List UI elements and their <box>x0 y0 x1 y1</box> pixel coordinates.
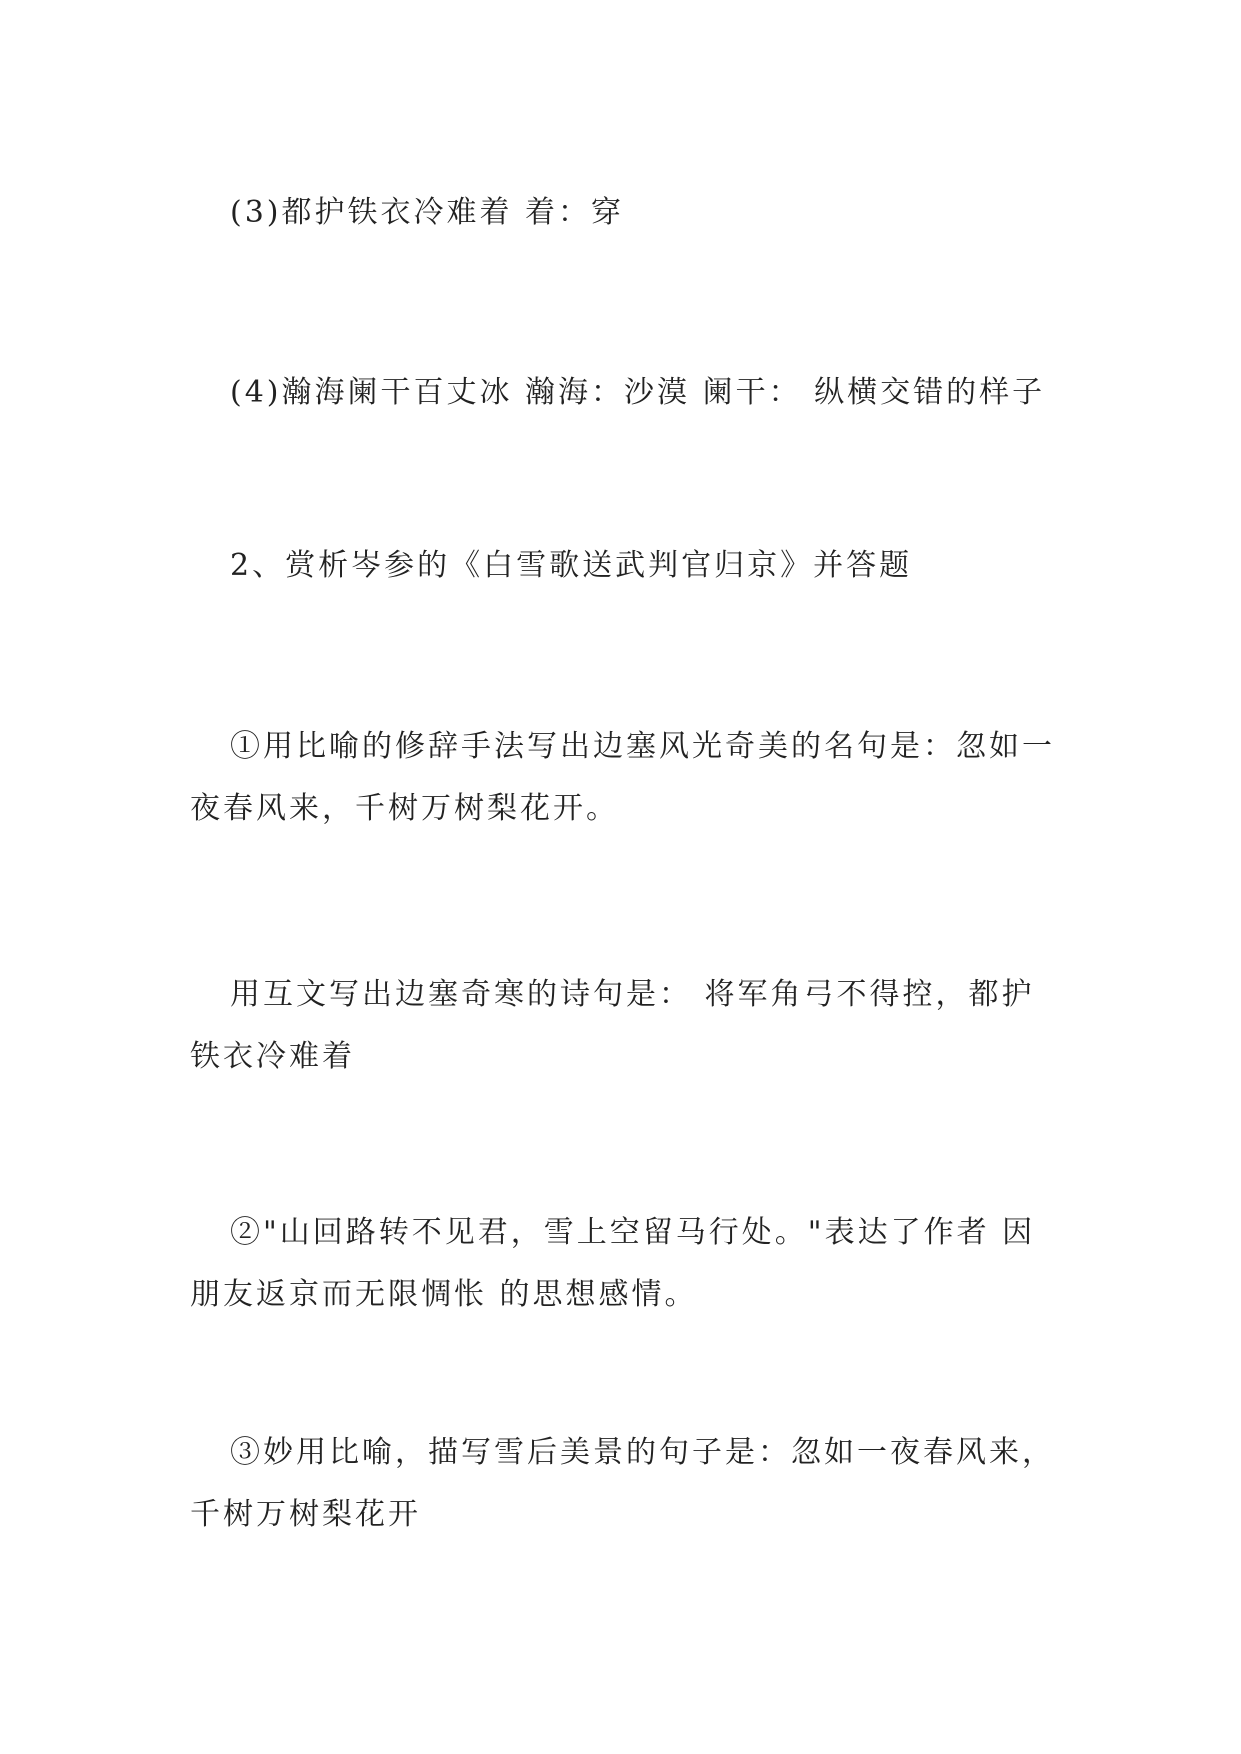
question-heading: 2、赏析岑参的《白雪歌送武判官归京》并答题 <box>230 548 913 583</box>
answer-1-hyperbole: 用互文写出边塞奇寒的诗句是： 将军角弓不得控，都护铁衣冷难着 <box>190 977 1035 1074</box>
vocab-item-3: (3)都护铁衣冷难着 着：穿 <box>230 195 625 230</box>
vocab-item-4: (4)瀚海阑干百丈冰 瀚海：沙漠 阑干： 纵横交错的样子 <box>230 375 1046 410</box>
answer-3: ③妙用比喻，描写雪后美景的句子是：忽如一夜春风来，千树万树梨花开 <box>190 1435 1055 1532</box>
answer-1: ①用比喻的修辞手法写出边塞风光奇美的名句是：忽如一夜春风来，千树万树梨花开。 <box>190 729 1055 826</box>
answer-2: ②"山回路转不见君，雪上空留马行处。"表达了作者 因朋友返京而无限惆怅 的思想感情。 <box>190 1215 1036 1312</box>
